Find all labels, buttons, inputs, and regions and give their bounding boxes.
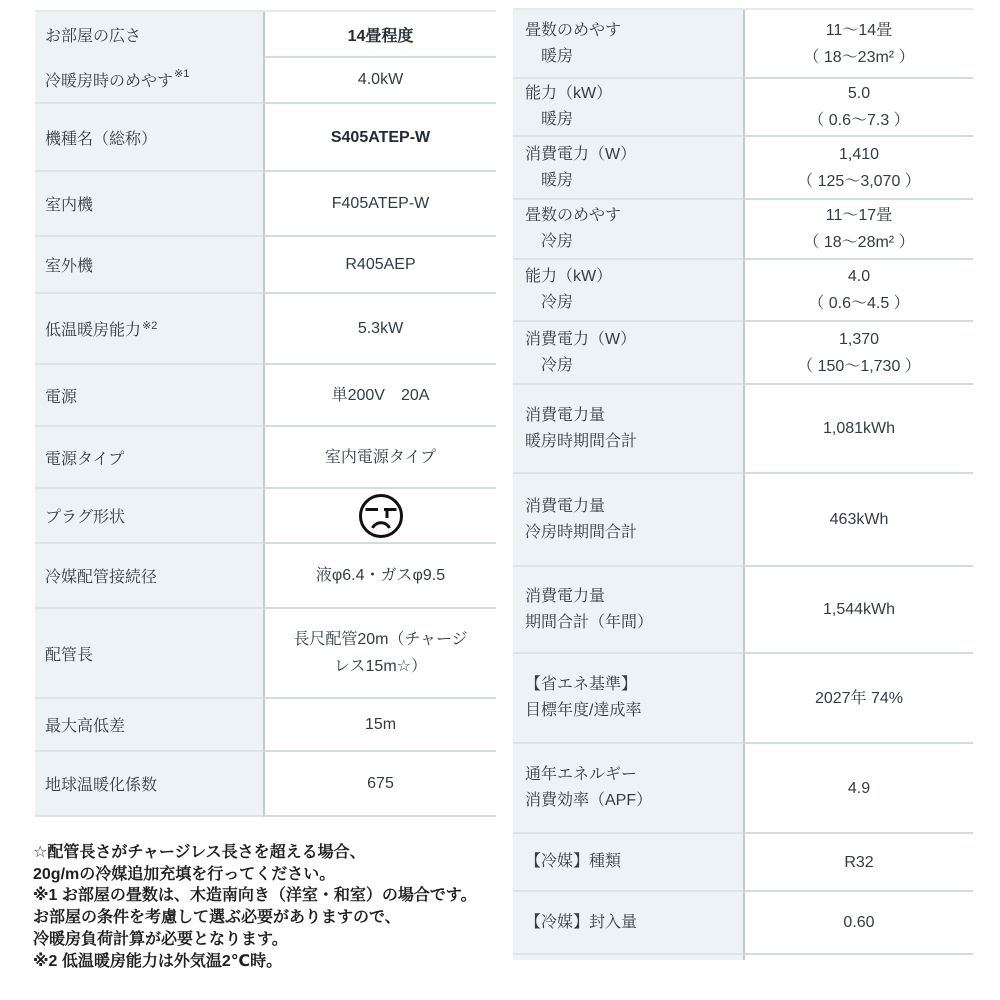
spec-label-cell [35, 294, 263, 365]
spec-value: 液φ6.4・ガスφ9.5 [315, 567, 446, 584]
spec-label-cell [35, 237, 263, 294]
spec-row-room-size [35, 12, 496, 104]
spec-label-cell [513, 79, 743, 137]
spec-value: 長尺配管20m（チャージ [293, 631, 468, 648]
spec-value-range: （ 125～3,070 ） [797, 172, 921, 190]
spec-row-refrigerant-amount [513, 892, 973, 955]
spec-label: 消費電力量 [525, 406, 606, 424]
spec-value: 11～14畳 [825, 21, 893, 39]
spec-value-cell [263, 427, 496, 489]
spec-row-energy-cooling-total [513, 474, 973, 567]
spec-label-cell [35, 427, 263, 489]
spec-sublabel: 暖房 [541, 171, 574, 189]
spec-value-cell [743, 744, 973, 834]
spec-sublabel: 期間合計（年間） [525, 613, 654, 631]
spec-value-cell [263, 104, 496, 172]
footnote-marker: ※1 [174, 68, 190, 80]
spec-value: 15m [364, 716, 397, 733]
spec-value-cell [263, 58, 496, 104]
spec-label: プラグ形状 [45, 509, 126, 526]
spec-label-cell [35, 544, 263, 609]
spec-row-tatami-cooling [513, 200, 973, 260]
spec-label-cell [513, 834, 743, 892]
spec-label-cell [35, 12, 263, 104]
footnotes [33, 842, 477, 972]
spec-value: 1,081kWh [822, 420, 896, 437]
spec-value-cell [263, 609, 496, 699]
spec-sublabel: 暖房 [541, 111, 574, 128]
spec-label-cell [35, 609, 263, 699]
spec-label: 配管長 [45, 646, 94, 664]
spec-value: 1,544kWh [822, 601, 896, 618]
spec-row-low-temp-heating [35, 294, 496, 365]
spec-value: 11～17畳 [825, 207, 893, 224]
spec-label-cell [513, 567, 743, 654]
spec-value-range: （ 150～1,730 ） [797, 357, 921, 375]
spec-value-range: （ 18～28m² ） [803, 234, 915, 251]
spec-label: 地球温暖化係数 [45, 777, 158, 794]
spec-label: 【省エネ基準】 [525, 676, 638, 693]
spec-value-cell [263, 12, 496, 58]
spec-row-outdoor-unit [35, 237, 496, 294]
spec-value: 675 [367, 775, 394, 792]
spec-label-cell [513, 260, 743, 322]
spec-value-cell [263, 294, 496, 365]
spec-value-cell [743, 79, 973, 137]
spec-label-cell [513, 385, 743, 474]
spec-label-cell [513, 654, 743, 744]
spec-value: R32 [844, 853, 874, 871]
spec-label-cell [35, 172, 263, 237]
spec-row-energy-heating-total [513, 385, 973, 474]
spec-row-gwp [35, 752, 496, 817]
spec-value: 4.0 [847, 268, 871, 285]
footnote-line: 冷暖房負荷計算が必要となります。 [33, 930, 288, 948]
spec-value-cell [263, 172, 496, 237]
footnote-line: ※1 お部屋の畳数は、木造南向き（洋室・和室）の場合です。 [33, 887, 477, 905]
spec-value: 4.9 [847, 779, 871, 797]
spec-row-pipe-length [35, 609, 496, 699]
spec-label-cell [513, 137, 743, 200]
spec-value: 14畳程度 [347, 27, 414, 45]
spec-value-cell [743, 567, 973, 654]
spec-label: 【冷媒】封入量 [525, 913, 638, 931]
spec-value-cell [263, 699, 496, 752]
spec-row-capacity-cooling [513, 260, 973, 322]
spec-label-cell [35, 489, 263, 544]
spec-label: 室内機 [45, 197, 94, 214]
spec-value-cell [263, 237, 496, 294]
footnote-line: ※2 低温暖房能力は外気温2℃時。 [33, 952, 283, 970]
spec-value: 463kWh [829, 511, 889, 528]
spec-label: 電源タイプ [45, 450, 125, 468]
spec-label: 消費電力量 [525, 587, 606, 605]
spec-value: S405ATEP-W [330, 128, 431, 146]
spec-value-cell [263, 544, 496, 609]
spec-sublabel: 消費効率（APF） [525, 792, 653, 809]
spec-label: 消費電力量 [525, 497, 606, 515]
spec-row-power-heating [513, 137, 973, 200]
spec-row-partial [513, 955, 973, 960]
spec-row-pipe-diameter [35, 544, 496, 609]
spec-value: 5.0 [847, 85, 871, 102]
spec-value: 1,410 [838, 145, 880, 163]
spec-value-range: （ 0.6～7.3 ） [808, 112, 910, 129]
spec-value-cell [743, 137, 973, 200]
spec-row-power-cooling [513, 322, 973, 385]
spec-sublabel: 冷房 [541, 294, 574, 311]
spec-label-cell [513, 892, 743, 955]
spec-sublabel: 冷房 [541, 233, 574, 250]
spec-label-cell [35, 752, 263, 817]
spec-value-cell [743, 385, 973, 474]
spec-label-cell [513, 322, 743, 385]
spec-label-cell [513, 474, 743, 567]
spec-row-model-name [35, 104, 496, 172]
spec-label-cell [513, 10, 743, 79]
spec-sublabel: 暖房 [541, 47, 574, 65]
spec-value: F405ATEP-W [331, 195, 430, 212]
spec-label: 能力（kW） [525, 85, 613, 102]
spec-value-cell [743, 260, 973, 322]
spec-value: 2027年 74% [814, 689, 904, 707]
spec-label-cell [35, 104, 263, 172]
spec-value-cell [743, 834, 973, 892]
spec-sublabel: 目標年度/達成率 [525, 702, 642, 719]
spec-value: 室内電源タイプ [324, 448, 437, 466]
spec-value-cell [743, 200, 973, 260]
spec-label-cell [513, 744, 743, 834]
spec-label: 冷媒配管接続径 [45, 569, 158, 586]
spec-label: 能力（kW） [525, 268, 613, 285]
spec-value: 単200V 20A [331, 386, 430, 404]
plug-shape-icon [357, 492, 405, 540]
spec-value-cell [743, 474, 973, 567]
spec-sublabel: 冷房 [541, 356, 574, 374]
spec-row-capacity-heating [513, 79, 973, 137]
spec-value-cell [263, 365, 496, 427]
spec-label: 【冷媒】種類 [525, 853, 622, 870]
spec-value: レス15m☆） [334, 658, 427, 675]
spec-label-cell [35, 699, 263, 752]
spec-label: 畳数のめやす [525, 21, 622, 39]
spec-label: 冷暖房時のめやす [45, 73, 174, 90]
spec-label: 機種名（総称） [45, 130, 158, 148]
spec-value-range: （ 0.6～4.5 ） [808, 295, 910, 312]
footnote-marker: ※2 [142, 320, 158, 332]
spec-label: 室外機 [45, 258, 94, 275]
spec-table-right [513, 8, 973, 960]
spec-value-cell [263, 489, 496, 544]
spec-table-left [35, 10, 496, 817]
spec-value: 4.0kW [357, 71, 404, 88]
spec-row-tatami-heating [513, 10, 973, 79]
spec-row-refrigerant-type [513, 834, 973, 892]
spec-value-range: （ 18～23m² ） [803, 48, 915, 66]
footnote-line: お部屋の条件を考慮して選ぶ必要がありますので、 [33, 909, 401, 927]
footnote-line: ☆配管長さがチャージレス長さを超える場合、 [33, 844, 366, 861]
spec-label: 低温暖房能力 [45, 322, 142, 339]
spec-value: 0.60 [843, 914, 875, 931]
spec-value: 1,370 [838, 330, 880, 348]
spec-row-max-height-diff [35, 699, 496, 752]
spec-value-cell [743, 322, 973, 385]
spec-row-apf [513, 744, 973, 834]
spec-label: 電源 [45, 388, 78, 406]
spec-label-cell [35, 365, 263, 427]
spec-row-energy-annual-total [513, 567, 973, 654]
spec-label: 消費電力（W） [525, 145, 637, 163]
spec-label: 最大高低差 [45, 718, 126, 735]
spec-sublabel: 冷房時期間合計 [525, 523, 638, 541]
spec-row-indoor-unit [35, 172, 496, 237]
spec-value-cell [743, 10, 973, 79]
spec-label: 通年エネルギー [525, 766, 638, 783]
spec-value-cell [263, 752, 496, 817]
spec-row-plug-shape [35, 489, 496, 544]
spec-label: 畳数のめやす [525, 207, 622, 224]
footnote-line: 20g/mの冷媒追加充填を行ってください。 [33, 865, 336, 883]
spec-label: 消費電力（W） [525, 330, 637, 348]
spec-value: R405AEP [345, 256, 416, 273]
spec-value: 5.3kW [357, 320, 404, 337]
spec-sublabel: 暖房時期間合計 [525, 432, 638, 450]
spec-label-cell [513, 200, 743, 260]
spec-row-energy-standard [513, 654, 973, 744]
spec-row-power-type [35, 427, 496, 489]
spec-value-cell [743, 892, 973, 955]
spec-label: お部屋の広さ [45, 28, 142, 45]
spec-value-cell [743, 654, 973, 744]
spec-row-power-supply [35, 365, 496, 427]
